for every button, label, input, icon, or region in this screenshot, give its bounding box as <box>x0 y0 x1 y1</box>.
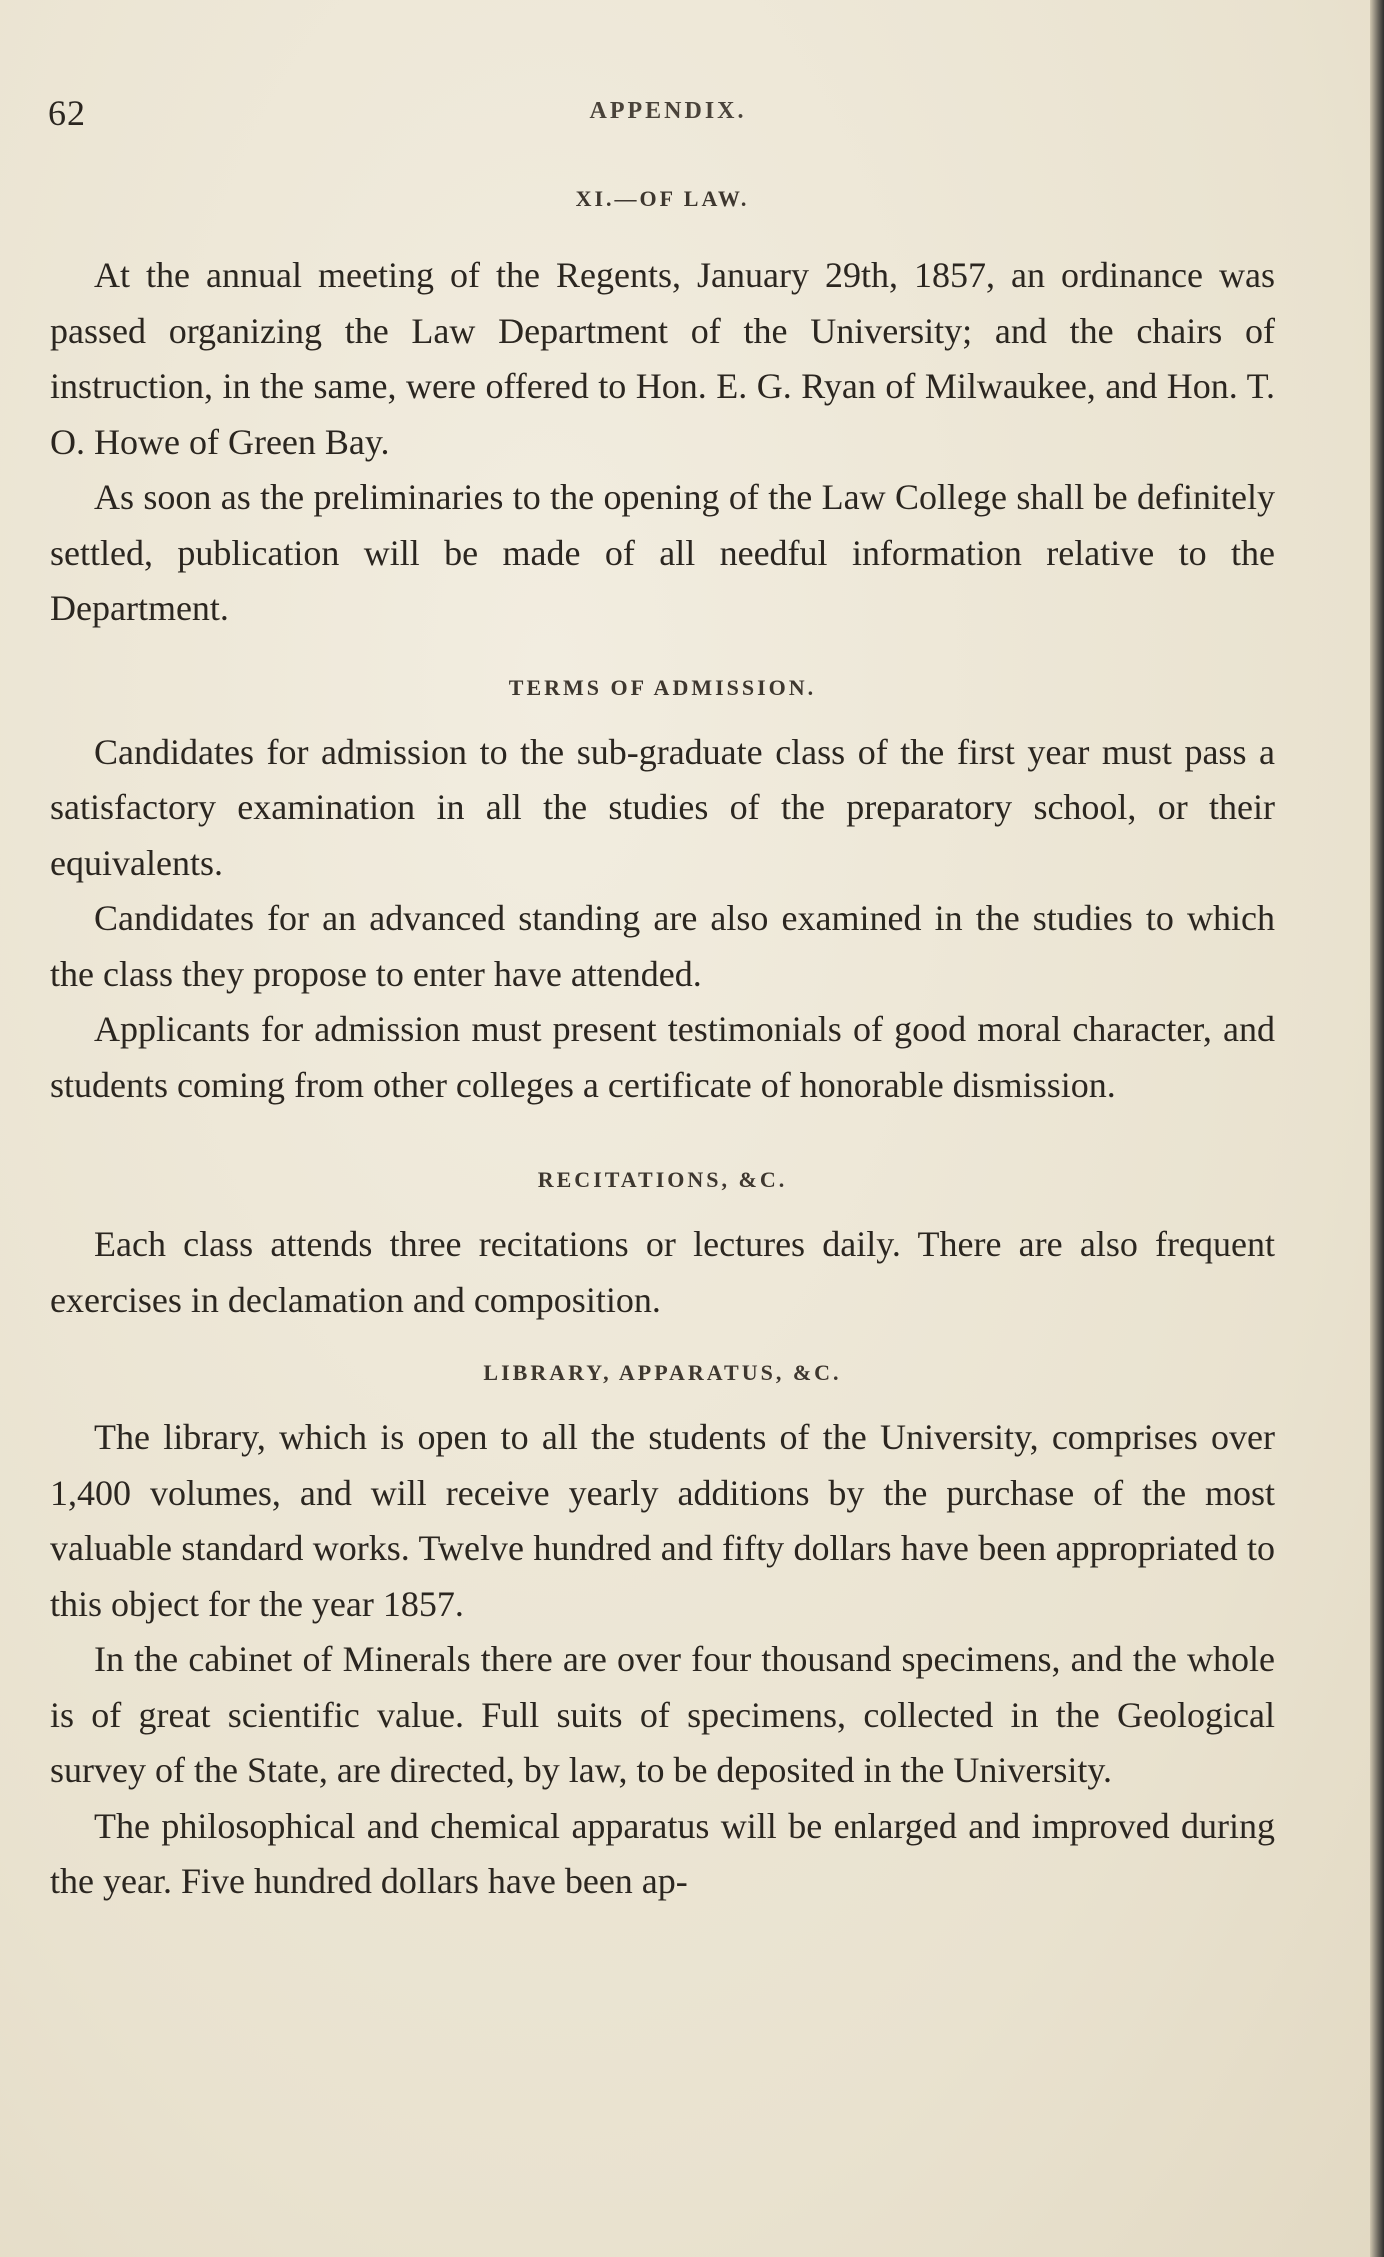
paragraph: The library, which is open to all the students of the University, comprises over 1,400 volumes, and will receive yearly additions by the purchase of the most valuable standard works. Twelve hundred and fifty dollars have been appropriated to this object for the year 1857. <box>50 1417 1275 1624</box>
paragraph: As soon as the preliminaries to the opening of the Law College shall be definitely settled, publication will be made of all needful information relative to the Department. <box>50 477 1275 628</box>
page-header <box>48 92 1288 132</box>
paragraph: Candidates for an advanced standing are also examined in the studies to which the class they propose to enter have attended. <box>50 898 1275 994</box>
paragraph: Applicants for admission must present testimonials of good moral character, and students coming from other colleges a certificate of honorable dismission. <box>50 1009 1275 1105</box>
section-heading-law: XI.—OF LAW. <box>575 186 750 211</box>
book-gutter-edge <box>1370 0 1384 2257</box>
section-heading-admission: TERMS OF ADMISSION. <box>508 674 817 700</box>
paragraph: In the cabinet of Minerals there are over four thousand specimens, and the whole is of great scientific value. Full suits of specimens, collected in the Geological survey of the State, are directed, by law, to be deposited in the University. <box>50 1639 1275 1790</box>
paragraph: At the annual meeting of the Regents, January 29th, 1857, an ordinance was passed organizing the Law Department of the University; and the chairs of instruction, in the same, were offered to Hon. E. G. Ryan of Milwaukee, and Hon. T. O. Howe of Green Bay. <box>50 255 1275 462</box>
paragraph: Each class attends three recitations or lectures daily. There are also frequent exercises in declamation and composition. <box>50 1224 1275 1320</box>
paragraph: The philosophical and chemical apparatus will be enlarged and improved during the year. Five hundred dollars have been ap- <box>50 1805 1275 1901</box>
paragraph: Candidates for admission to the sub-graduate class of the first year must pass a satisfactory examination in all the studies of the preparatory school, or their equivalents. <box>50 731 1275 883</box>
page-body <box>50 170 1275 1910</box>
running-head: APPENDIX. <box>589 98 747 124</box>
section-heading-library: LIBRARY, APPARATUS, &C. <box>483 1360 842 1385</box>
page-number: 62 <box>48 93 86 133</box>
section-heading-recitations: RECITATIONS, &C. <box>537 1167 788 1192</box>
